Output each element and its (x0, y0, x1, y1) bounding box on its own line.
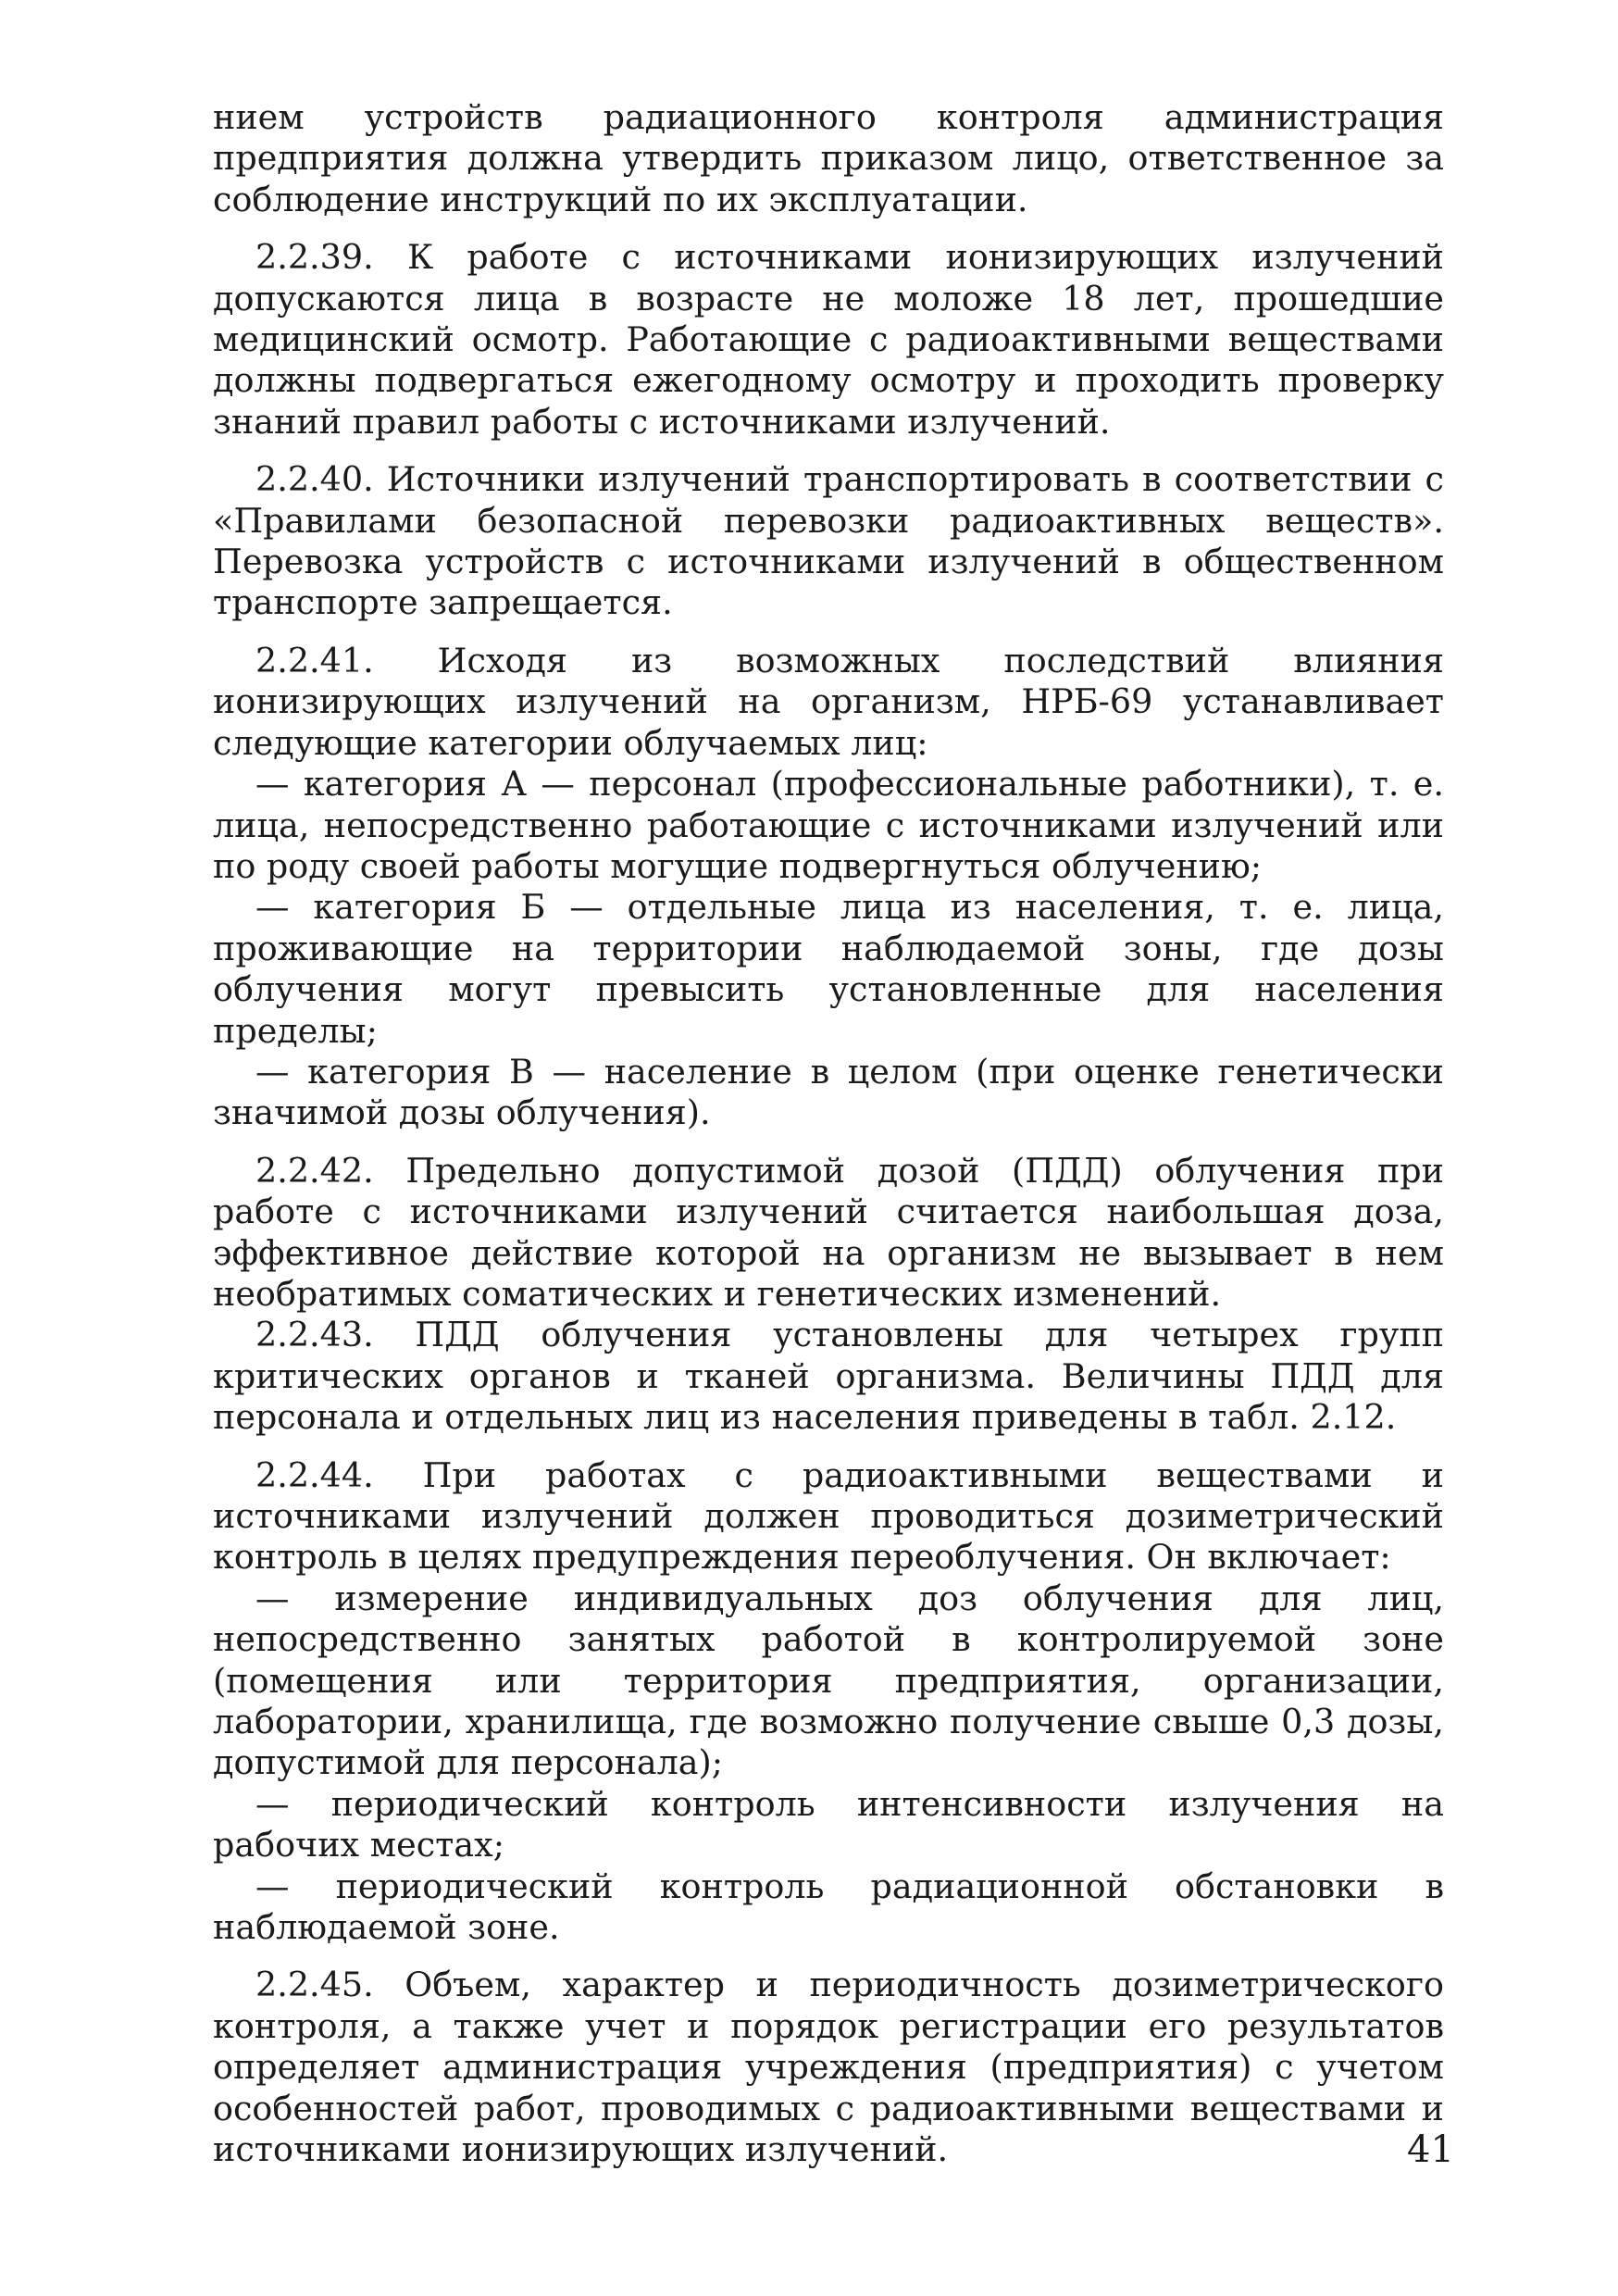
paragraph-continuation: нием устройств радиационного контроля администрация предприятия должна утвердить приказом лицо, ответственное за соблюдение инструкций по их эксплуатации. (213, 97, 1444, 219)
paragraph-2-2-41: 2.2.41. Исходя из возможных последствий влияния ионизирующих излучений на организм, НРБ-69 устанавливает следующие категории облучаемых лиц: (213, 640, 1444, 763)
list-item-zone-control: — периодический контроль радиационной обстановки в наблюдаемой зоне. (213, 1866, 1444, 1948)
list-item-individual-doses: — измерение индивидуальных доз облучения для лиц, непосредственно занятых работой в контролируемой зоне (помещения или территория предприятия, организации, лаборатории, хранилища, где возможно получение свыше 0,3 дозы, допустимой для персонала); (213, 1578, 1444, 1783)
paragraph-2-2-39: 2.2.39. К работе с источниками ионизирующих излучений допускаются лица в возрасте не моложе 18 лет, прошедшие медицинский осмотр. Работающие с радиоактивными веществами должны подвергаться ежегодному осмотру и проходить проверку знаний правил работы с источниками излучений. (213, 237, 1444, 442)
paragraph-2-2-45: 2.2.45. Объем, характер и периодичность дозиметрического контроля, а также учет и порядок регистрации его результатов определяет администрация учреждения (предприятия) с учетом особенностей работ, проводимых с радиоактивными веществами и источниками ионизирующих излучений. (213, 1965, 1444, 2170)
list-item-workplace-control: — периодический контроль интенсивности излучения на рабочих местах; (213, 1783, 1444, 1866)
paragraph-2-2-43: 2.2.43. ПДД облучения установлены для четырех групп критических органов и тканей организма. Величины ПДД для персонала и отдельных лиц из населения приведены в табл. 2.12. (213, 1315, 1444, 1438)
paragraph-2-2-44: 2.2.44. При работах с радиоактивными веществами и источниками излучений должен проводиться дозиметрический контроль в целях предупреждения переоблучения. Он включает: (213, 1454, 1444, 1578)
page-body (213, 97, 1444, 2190)
paragraph-2-2-42: 2.2.42. Предельно допустимой дозой (ПДД) облучения при работе с источниками излучений считается наибольшая доза, эффективное действие которой на организм не вызывает в нем необратимых соматических и генетических изменений. (213, 1150, 1444, 1314)
page-number: 41 (1407, 2128, 1454, 2171)
list-item-category-v: — категория В — население в целом (при оценке генетически значимой дозы облучения). (213, 1051, 1444, 1133)
list-item-category-a: — категория А — персонал (профессиональные работники), т. е. лица, непосредственно работающие с источниками излучений или по роду своей работы могущие подвергнуться облучению; (213, 764, 1444, 886)
paragraph-2-2-40: 2.2.40. Источники излучений транспортировать в соответствии с «Правилами безопасной перевозки радиоактивных веществ». Перевозка устройств с источниками излучений в общественном транспорте запрещается. (213, 459, 1444, 623)
list-item-category-b: — категория Б — отдельные лица из населения, т. е. лица, проживающие на территории наблюдаемой зоны, где дозы облучения могут превысить установленные для населения пределы; (213, 887, 1444, 1051)
